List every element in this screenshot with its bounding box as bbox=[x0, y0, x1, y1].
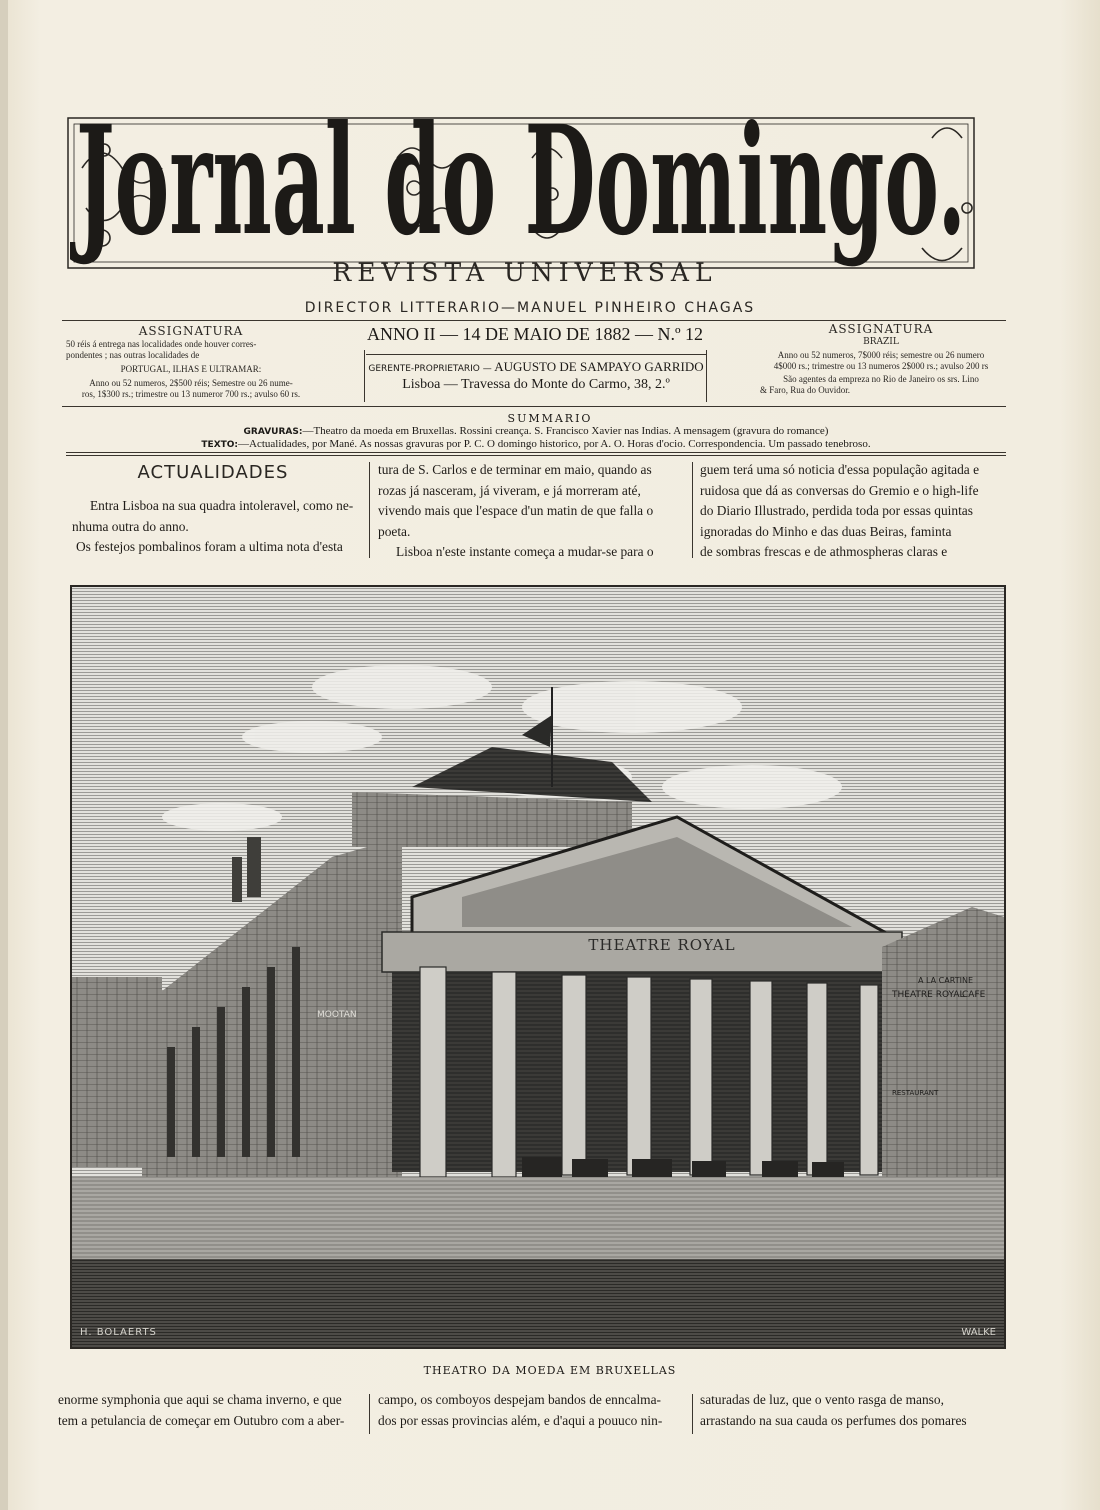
subscription-left-line-3: PORTUGAL, ILHAS E ULTRAMAR: bbox=[120, 364, 262, 374]
center-box-right-rule bbox=[706, 350, 707, 402]
summary-gravuras bbox=[66, 425, 1006, 439]
article-col2-line-4: poeta. bbox=[378, 523, 411, 539]
summary-texto bbox=[66, 438, 1006, 452]
right-buildings bbox=[882, 907, 1004, 1177]
header-rule-bottom bbox=[62, 406, 1006, 407]
article-col3-line-5: de sombras frescas e de athmospheras claras e bbox=[700, 544, 948, 559]
subscription-box-portugal bbox=[66, 326, 316, 400]
article-column-2-bottom bbox=[378, 1390, 684, 1431]
shop-sign-2: THEATRE ROYAL bbox=[892, 990, 965, 1000]
article-col1-line-3: Os festejos pombalinos foram a ultima nota d'esta bbox=[76, 539, 343, 554]
foreground-shadow bbox=[72, 1259, 1004, 1347]
theatre-engraving bbox=[72, 587, 1004, 1347]
manager-name: AUGUSTO DE SAMPAYO GARRIDO bbox=[494, 359, 704, 374]
shop-sign-4: RESTAURANT bbox=[892, 1089, 939, 1097]
article-col1-line-2: nhuma outra do anno. bbox=[72, 518, 189, 534]
article-col3-line-3: do Diario Illustrado, perdida toda por essas quintas bbox=[700, 503, 973, 518]
subscription-heading-right: ASSIGNATURA bbox=[828, 322, 934, 336]
article-column-2-top bbox=[378, 460, 684, 563]
summary-gravuras-text: —Theatro da moeda em Bruxellas. Rossini creança. S. Francisco Xavier nas Indias. A mensagem (gravura do romance) bbox=[302, 425, 829, 437]
subscription-right-line-4: & Faro, Rua do Ouvidor. bbox=[760, 385, 850, 395]
masthead-title: Jornal do Domingo. bbox=[70, 93, 966, 269]
page-binding-edge bbox=[0, 0, 8, 1510]
summary-rule-2 bbox=[66, 455, 1006, 456]
header-rule-top bbox=[62, 320, 1006, 321]
shop-sign-1: A LA CARTINE bbox=[918, 976, 973, 985]
square-ground bbox=[72, 1177, 1004, 1267]
masthead-subtitle: REVISTA UNIVERSAL bbox=[332, 258, 718, 287]
issue-info-box bbox=[318, 322, 752, 406]
shop-sign-3: CAFE bbox=[962, 990, 986, 1000]
article-col3-line-1: guem terá uma só noticia d'essa população agitada e bbox=[700, 462, 980, 477]
artist-signature-left: H. BOLAERTS bbox=[80, 1327, 157, 1338]
subscription-right-line-1: Anno ou 52 numeros, 7$000 réis; semestre ou 26 numero bbox=[777, 350, 985, 360]
article-col1b-line-2: tem a petulancia de começar em Outubro com a aber- bbox=[58, 1412, 345, 1428]
subscription-left-line-1: 50 réis á entrega nas localidades onde houver corres- bbox=[66, 339, 257, 349]
column-rule-1-bottom bbox=[369, 1394, 370, 1434]
article-heading: ACTUALIDADES bbox=[137, 462, 289, 483]
summary-texto-text: —Actualidades, por Mané. As nossas gravuras por P. C. O domingo historico, por A. O. Horas d'ocio. Correspondencia. Um passado tenebroso. bbox=[238, 438, 871, 450]
summary-rule-1 bbox=[66, 452, 1006, 453]
article-col2-line-2: rozas já nasceram, já viveram, e já morreram até, bbox=[378, 482, 641, 498]
center-box-left-rule bbox=[364, 350, 365, 402]
subscription-right-line-2: 4$000 rs.; trimestre ou 13 numeros 2$000 rs.; avulso 200 rs bbox=[773, 361, 989, 371]
issue-date-number: ANNO II — 14 DE MAIO DE 1882 — N.º 12 bbox=[366, 324, 704, 344]
article-col2-line-3: vivendo mais que l'espace d'un matin de que falla o bbox=[378, 503, 654, 518]
summary-heading: SUMMARIO bbox=[507, 412, 593, 425]
article-column-1-top bbox=[72, 496, 362, 558]
article-column-3-bottom bbox=[700, 1390, 1006, 1431]
poster-sign: MOOTAN bbox=[317, 1010, 357, 1020]
subscription-left-line-5: ros, 1$300 rs.; trimestre ou 13 numeror 700 rs.; avulso 60 rs. bbox=[81, 389, 301, 399]
office-address: Lisboa — Travessa do Monte do Carmo, 38, 2.º bbox=[402, 377, 670, 392]
subscription-right-line-3: São agentes da empreza no Rio de Janeiro os srs. Lino bbox=[783, 374, 979, 384]
summary-gravuras-label: GRAVURAS: bbox=[243, 427, 303, 437]
column-rule-1-top bbox=[369, 462, 370, 558]
article-column-3-top bbox=[700, 460, 1006, 563]
subscription-left-line-4: Anno ou 52 numeros, 2$500 réis; Semestre ou 26 nume- bbox=[89, 378, 293, 388]
subscription-region: BRAZIL bbox=[863, 337, 899, 347]
frieze-inscription: THEATRE ROYAL bbox=[588, 936, 736, 954]
article-col2-line-1: tura de S. Carlos e de terminar em maio, quando as bbox=[378, 462, 652, 477]
manager-line bbox=[366, 354, 706, 375]
article-col2-line-5: Lisboa n'este instante começa a mudar-se para o bbox=[396, 544, 654, 559]
article-col3b-line-2: arrastando na sua cauda os perfumes dos pomares bbox=[700, 1412, 967, 1428]
article-column-1-bottom bbox=[58, 1390, 362, 1431]
article-col3-line-4: ignoradas do Minho e das duas Beiras, faminta bbox=[700, 523, 952, 539]
subscription-heading-left: ASSIGNATURA bbox=[138, 324, 244, 338]
column-rule-2-bottom bbox=[692, 1394, 693, 1434]
article-col1b-line-1: enorme symphonia que aqui se chama inverno, e que bbox=[58, 1392, 342, 1407]
subscription-box-brazil bbox=[756, 324, 1006, 396]
column-rule-2-top bbox=[692, 462, 693, 558]
article-col3b-line-1: saturadas de luz, que o vento rasga de manso, bbox=[700, 1392, 944, 1407]
artist-signature-right: WALKE bbox=[961, 1327, 996, 1338]
engraving-illustration bbox=[70, 585, 1006, 1349]
masthead-director: DIRECTOR LITTERARIO—MANUEL PINHEIRO CHAGAS bbox=[304, 300, 756, 316]
manager-label: GERENTE-PROPRIETARIO — bbox=[368, 364, 492, 374]
article-col1-line-1: Entra Lisboa na sua quadra intoleravel, como ne- bbox=[90, 498, 354, 513]
article-col2b-line-2: dos por essas provincias além, e d'aqui a pouuco nin- bbox=[378, 1412, 663, 1428]
subscription-left-line-2: pondentes ; nas outras localidades de bbox=[66, 350, 200, 360]
engraving-caption: THEATRO DA MOEDA EM BRUXELLAS bbox=[423, 1364, 677, 1377]
article-col2b-line-1: campo, os comboyos despejam bandos de enncalma- bbox=[378, 1392, 661, 1407]
article-col3-line-2: ruidosa que dá as conversas do Gremio e o high-life bbox=[700, 482, 979, 498]
summary-texto-label: TEXTO: bbox=[201, 440, 239, 450]
